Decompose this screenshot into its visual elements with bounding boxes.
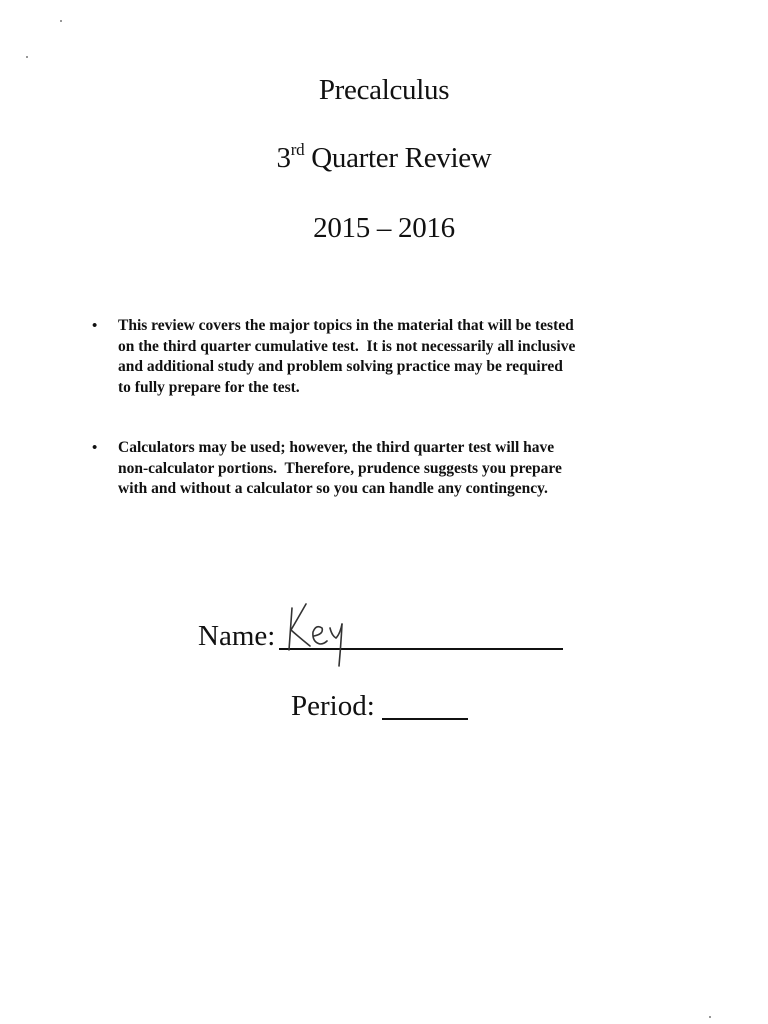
subtitle-ordinal-number: 3 <box>276 142 291 174</box>
bullet-marker: • <box>92 318 98 334</box>
bullet-marker: • <box>92 440 98 456</box>
bullet-line: on the third quarter cumulative test. It is not necessarily all inclusive <box>118 337 576 355</box>
period-label: Period: <box>291 690 375 722</box>
bullet-line: and additional study and problem solving practice may be required <box>118 358 563 375</box>
scan-speck <box>26 56 28 58</box>
bullet-item-review-scope <box>88 316 648 400</box>
bullet-item-calculators <box>88 438 648 502</box>
handwritten-name-key <box>282 600 362 670</box>
bullet-line: with and without a calculator so you can handle any contingency. <box>118 480 548 497</box>
scan-speck <box>709 1016 711 1018</box>
document-subtitle <box>0 142 768 175</box>
bullet-line: Calculators may be used; however, the third quarter test will have <box>118 439 555 456</box>
bullet-text <box>118 438 650 500</box>
bullet-line: non-calculator portions. Therefore, prudence suggests you prepare <box>118 459 562 477</box>
period-field-line[interactable] <box>382 718 468 720</box>
subtitle-ordinal-suffix: rd <box>290 140 305 159</box>
scan-speck <box>60 20 62 22</box>
bullet-line: This review covers the major topics in the material that will be tested <box>118 317 574 334</box>
school-year: 2015 – 2016 <box>313 212 455 244</box>
subtitle-text: Quarter Review <box>304 142 492 174</box>
bullet-line: to fully prepare for the test. <box>118 378 300 396</box>
bullet-text <box>118 316 650 398</box>
document-title: Precalculus <box>318 74 450 106</box>
name-label: Name: <box>198 620 276 652</box>
